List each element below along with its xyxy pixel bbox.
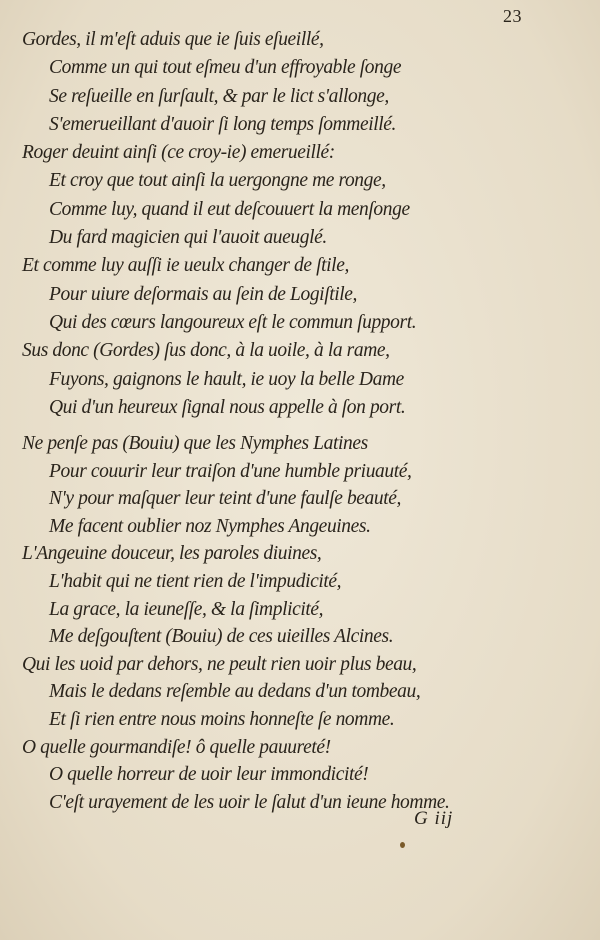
page-number: 23 <box>503 6 522 26</box>
verse-line: S'emerueillant d'auoir ſi long temps ſommeillé. <box>49 113 396 135</box>
verse-line: N'y pour maſquer leur teint d'une faulſe beauté, <box>49 488 401 510</box>
verse-line: L'habit qui ne tient rien de l'impudicité, <box>49 570 342 592</box>
verse-line: C'eſt urayement de les uoir le ſalut d'un ieune homme. <box>49 791 450 813</box>
verse-line: Et croy que tout ainſi la uergongne me ronge, <box>49 170 386 192</box>
verse-line: Ne penſe pas (Bouiu) que les Nymphes Latines <box>22 433 368 454</box>
signature-mark: G iij <box>414 808 454 829</box>
verse-line: Me facent oublier noz Nymphes Angeuines. <box>49 515 371 537</box>
verse-line: O quelle gourmandiſe! ô quelle pauureté! <box>22 736 331 758</box>
verse-line: O quelle horreur de uoir leur immondicité! <box>49 764 369 786</box>
verse-line: Se reſueille en ſurſault, & par le lict s'allonge, <box>49 85 389 107</box>
verse-line: La grace, la ieuneſſe, & la ſimplicité, <box>49 598 324 620</box>
verse-line: Mais le dedans reſemble au dedans d'un tombeau, <box>49 681 421 703</box>
verse-line: Qui les uoid par dehors, ne peult rien uoir plus beau, <box>22 653 417 675</box>
verse-line: Gordes, il m'eſt aduis que ie ſuis eſueillé, <box>22 29 324 50</box>
verse-line: Roger deuint ainſi (ce croy-ie) emerueillé: <box>22 142 335 164</box>
verse-line: Qui des cœurs langoureux eſt le commun ſupport. <box>49 311 417 333</box>
verse-line: Et comme luy auſſi ie ueulx changer de ſtile, <box>22 255 349 277</box>
verse-line: Me deſgouſtent (Bouiu) de ces uieilles Alcines. <box>49 626 394 648</box>
ink-spot <box>400 842 405 848</box>
sonnet-bouiu <box>0 430 600 816</box>
verse-line: Du fard magicien qui l'auoit aueuglé. <box>49 227 327 249</box>
verse-line: L'Angeuine douceur, les paroles diuines, <box>22 543 322 565</box>
verse-line: Et ſi rien entre nous moins honneſte ſe nomme. <box>49 708 395 730</box>
verse-line: Fuyons, gaignons le hault, ie uoy la belle Dame <box>49 368 404 390</box>
verse-line: Comme luy, quand il eut deſcouuert la menſonge <box>49 198 410 220</box>
verse-line: Sus donc (Gordes) ſus donc, à la uoile, à la rame, <box>22 340 390 362</box>
verse-line: Qui d'un heureux ſignal nous appelle à ſon port. <box>49 396 406 418</box>
verse-line: Pour couurir leur traiſon d'une humble priuauté, <box>49 460 412 482</box>
sonnet-gordes <box>0 26 600 422</box>
verse-line: Pour uiure deſormais au ſein de Logiſtile, <box>49 283 357 305</box>
verse-line: Comme un qui tout eſmeu d'un effroyable ſonge <box>49 57 402 79</box>
